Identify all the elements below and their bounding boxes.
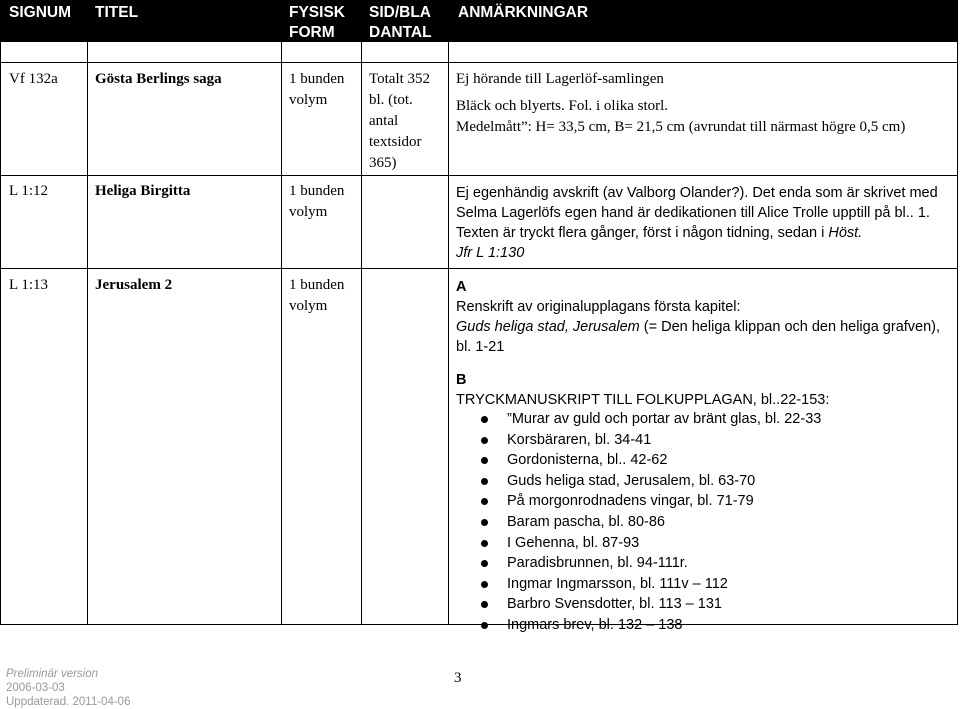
row-titel: Heliga Birgitta bbox=[95, 183, 191, 199]
grid-line bbox=[0, 268, 958, 269]
row-form: 1 bunden volym bbox=[289, 183, 345, 220]
row-sid: Totalt 352 bl. (tot. antal textsidor 365) bbox=[369, 71, 431, 171]
bullet-icon bbox=[481, 622, 488, 629]
bullet-icon bbox=[481, 540, 488, 547]
row-signum: L 1:12 bbox=[9, 183, 49, 199]
list-item: Baram pascha, bl. 80-86 bbox=[456, 512, 946, 533]
list-item: Ingmars brev, bl. 132 – 138 bbox=[456, 615, 946, 636]
header-anmarkningar: ANMÄRKNINGAR bbox=[458, 4, 589, 21]
bullet-icon bbox=[481, 581, 488, 588]
list-item: Gordonisterna, bl.. 42-62 bbox=[456, 450, 946, 471]
bullet-icon bbox=[481, 437, 488, 444]
header-titel: TITEL bbox=[95, 4, 139, 21]
list-item: Guds heliga stad, Jerusalem, bl. 63-70 bbox=[456, 471, 946, 492]
bullet-icon bbox=[481, 416, 488, 423]
header-fysisk-form: FYSISK FORM bbox=[289, 4, 345, 41]
bullet-icon bbox=[481, 478, 488, 485]
row-titel: Jerusalem 2 bbox=[95, 277, 173, 293]
row-notes: Ej egenhändig avskrift (av Valborg Olander?). Det enda som är skrivet med Selma Lagerlöfs egen hand är dedikationen till Alice Trolle upptill på bl.. 1. Texten är tryckt flera gånger, först i någon tidning, sedan i Höst. Jfr L 1:130 bbox=[456, 185, 938, 261]
grid-line bbox=[0, 175, 958, 176]
bullet-icon bbox=[481, 601, 488, 608]
row-notes: Ej hörande till Lagerlöf-samlingen Bläck och blyerts. Fol. i olika storl. Medelmått”: H= 33,5 cm, B= 21,5 cm (avrundat till närmast högre 0,5 cm) bbox=[456, 71, 906, 135]
grid-line bbox=[0, 62, 958, 63]
grid-line bbox=[87, 42, 88, 625]
row-form: 1 bunden volym bbox=[289, 71, 345, 108]
page-number: 3 bbox=[454, 670, 462, 686]
chapter-list bbox=[456, 409, 946, 636]
list-item: Ingmar Ingmarsson, bl. 111v – 112 bbox=[456, 574, 946, 595]
row-signum: L 1:13 bbox=[9, 277, 49, 293]
footer-version: Preliminär version 2006-03-03 Uppdaterad. 2011-04-06 bbox=[6, 668, 131, 708]
list-item: ”Murar av guld och portar av bränt glas, bl. 22-33 bbox=[456, 409, 946, 430]
row-signum: Vf 132a bbox=[9, 71, 58, 87]
bullet-icon bbox=[481, 498, 488, 505]
list-item: Paradisbrunnen, bl. 94-111r. bbox=[456, 553, 946, 574]
bullet-icon bbox=[481, 519, 488, 526]
part-b: B TRYCKMANUSKRIPT TILL FOLKUPPLAGAN, bl..22-153: bbox=[456, 372, 830, 408]
list-item: Barbro Svensdotter, bl. 113 – 131 bbox=[456, 594, 946, 615]
grid-line bbox=[957, 42, 958, 625]
part-a: A Renskrift av originalupplagans första kapitel: Guds heliga stad, Jerusalem (= Den heliga klippan och den heliga grafven), bl. 1-21 bbox=[456, 279, 941, 355]
row-titel: Gösta Berlings saga bbox=[95, 71, 222, 87]
table-header bbox=[0, 0, 958, 42]
grid-line bbox=[281, 42, 282, 625]
list-item: På morgonrodnadens vingar, bl. 71-79 bbox=[456, 491, 946, 512]
grid-line bbox=[361, 42, 362, 625]
list-item: I Gehenna, bl. 87-93 bbox=[456, 533, 946, 554]
list-item: Korsbäraren, bl. 34-41 bbox=[456, 430, 946, 451]
header-sid-bladantal: SID/BLA DANTAL bbox=[369, 4, 432, 41]
header-signum: SIGNUM bbox=[9, 4, 71, 21]
grid-line bbox=[448, 42, 449, 625]
grid-line bbox=[0, 42, 1, 625]
bullet-icon bbox=[481, 560, 488, 567]
bullet-icon bbox=[481, 457, 488, 464]
row-form: 1 bunden volym bbox=[289, 277, 345, 314]
